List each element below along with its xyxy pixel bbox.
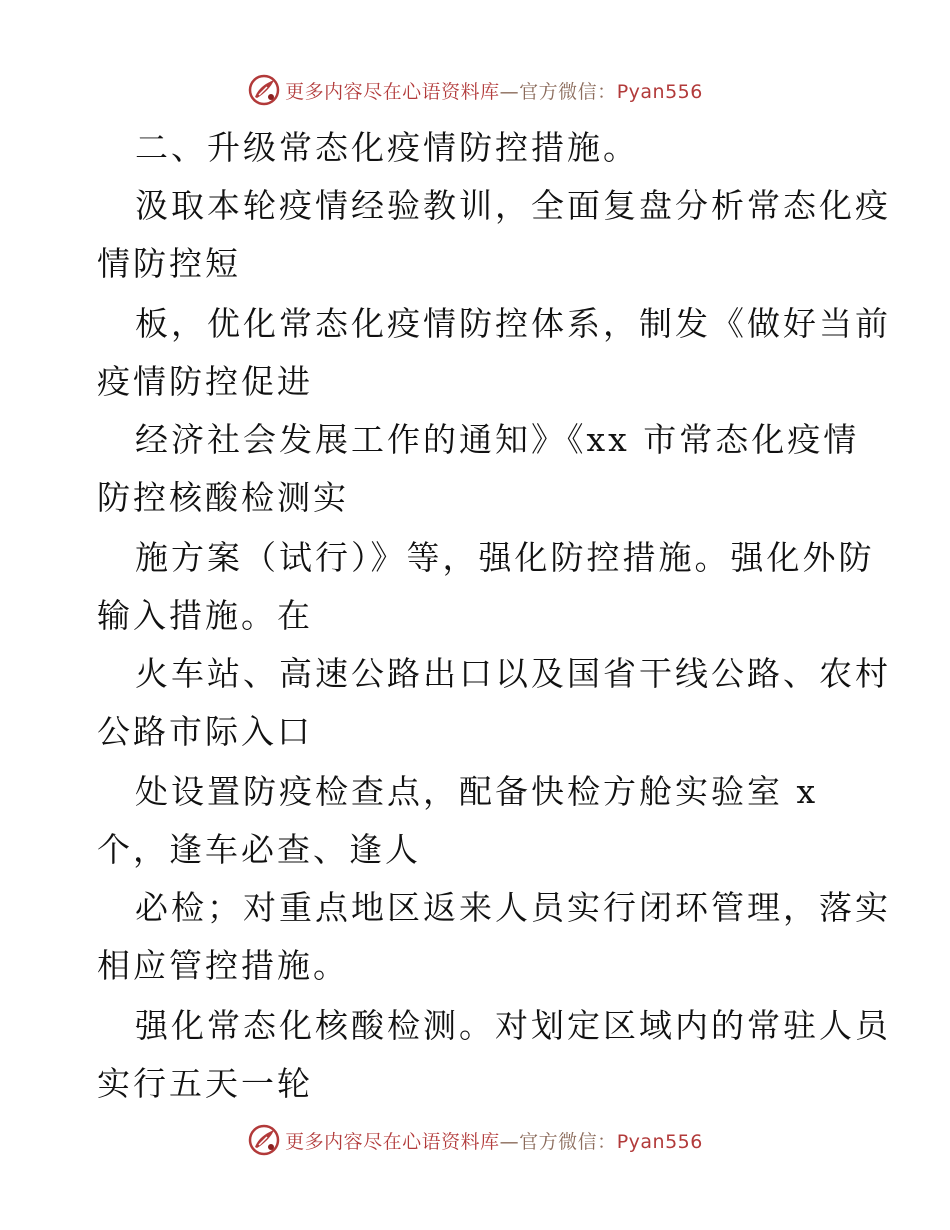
body-line: 疫情防控促进: [97, 362, 313, 401]
body-line: 火车站、高速公路出口以及国省干线公路、农村: [135, 654, 891, 693]
body-line: 经济社会发展工作的通知》《xx 市常态化疫情: [135, 420, 860, 459]
body-line: 相应管控措施。: [97, 946, 349, 985]
watermark-separator: —官方微信：: [499, 80, 617, 103]
body-line: 防控核酸检测实: [97, 478, 349, 517]
body-line: 二、升级常态化疫情防控措施。: [135, 128, 639, 167]
watermark-brand: 更多内容尽在心语资料库: [285, 1130, 500, 1153]
watermark-brand: 更多内容尽在心语资料库: [285, 80, 500, 103]
watermark-separator: —官方微信：: [499, 1130, 617, 1153]
body-line: 输入措施。在: [97, 596, 313, 635]
body-line: 情防控短: [97, 244, 241, 283]
body-line: 实行五天一轮: [97, 1064, 313, 1103]
pen-logo-icon: [247, 1123, 281, 1157]
body-line: 处设置防疫检查点，配备快检方舱实验室 x: [135, 772, 819, 811]
pen-logo-icon: [247, 73, 281, 107]
watermark-header: [0, 70, 950, 110]
body-line: 施方案（试行）》等，强化防控措施。强化外防: [135, 538, 875, 577]
watermark-wechat-id: Pyan556: [616, 80, 703, 103]
body-line: 强化常态化核酸检测。对划定区域内的常驻人员: [135, 1006, 891, 1045]
watermark-wechat-id: Pyan556: [616, 1130, 703, 1153]
watermark-footer: [0, 1120, 950, 1160]
body-line: 公路市际入口: [97, 712, 313, 751]
body-line: 个，逢车必查、逢人: [97, 830, 421, 869]
body-line: 汲取本轮疫情经验教训，全面复盘分析常态化疫: [135, 186, 891, 225]
body-line: 必检；对重点地区返来人员实行闭环管理，落实: [135, 888, 891, 927]
body-line: 板，优化常态化疫情防控体系，制发《做好当前: [135, 304, 891, 343]
